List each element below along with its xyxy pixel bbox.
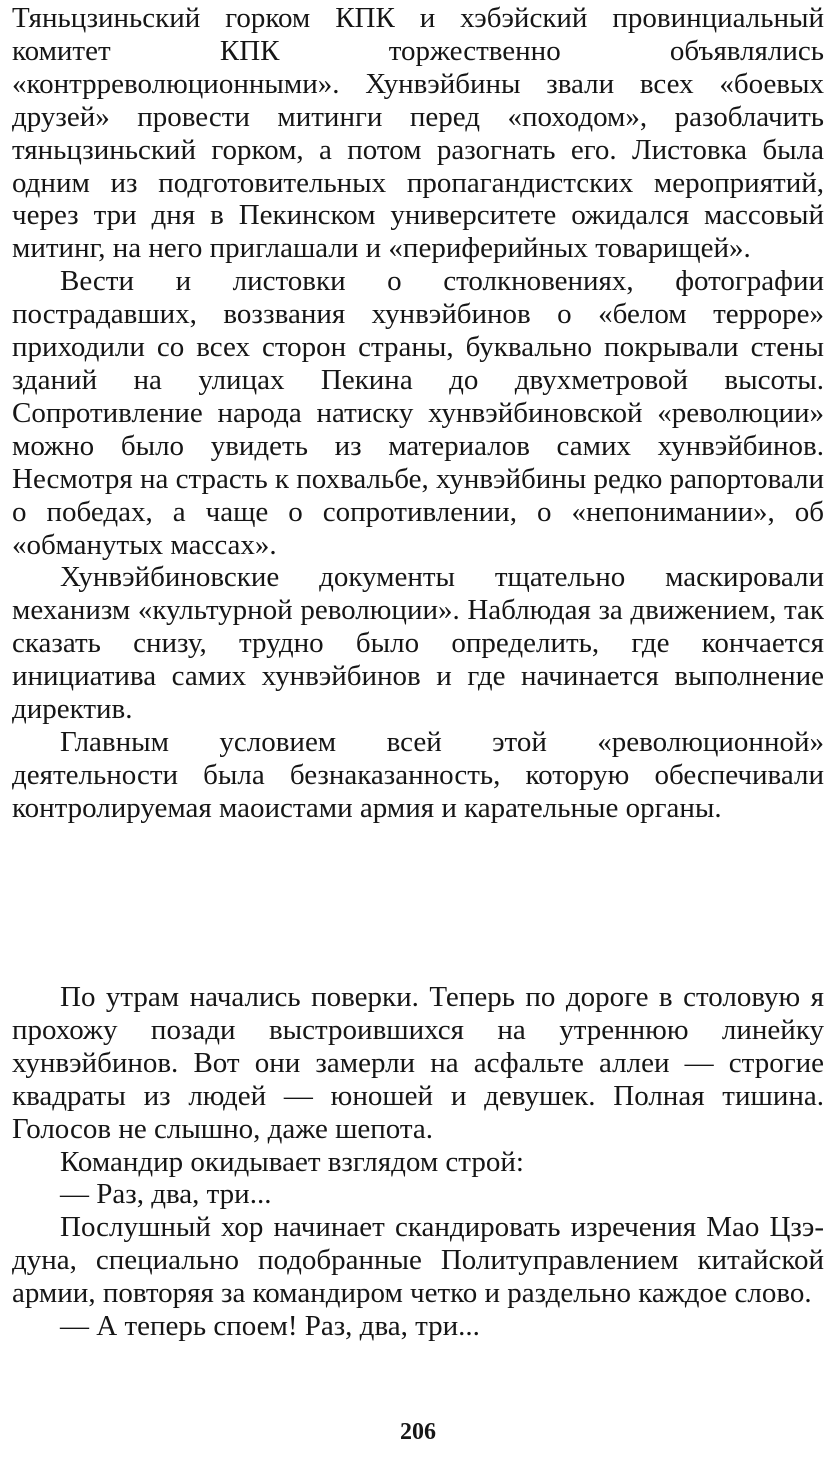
book-page [12, 0, 824, 1458]
paragraph: Послушный хор начинает скандировать изречения Мао Цзэ-дуна, специально подобранные Политуправлением китайской армии, повторяя за командиром четко и раздельно каждое слово. [12, 1211, 824, 1310]
paragraph: Главным условием всей этой «революционной» деятельности была безнаказанность, которую обеспечивали контролируемая маоистами армия и карательные органы. [12, 725, 824, 824]
section-opening-paragraph: По утрам начались поверки. Теперь по дороге в столовую я прохожу позади выстроившихся на утреннюю линейку хунвэйбинов. Вот они замерли на асфальте аллеи — строгие квадраты из людей — юношей и девушек. Полная тишина. Голосов не слышно, даже шепота. [12, 981, 824, 1145]
dialogue-line: — А теперь споем! Раз, два, три... [60, 1310, 480, 1343]
paragraph: Вести и листовки о столкновениях, фотографии пострадавших, воззвания хунвэйбинов о «белом терроре» приходили со всех сторон страны, буквально покрывали стены зданий на улицах Пекина до двухметровой высоты. Сопротивление народа натиску хунвэйбиновской «революции» можно было увидеть из материалов самих хунвэйбинов. Несмотря на страсть к похвальбе, хунвэйбины редко рапортовали о победах, а чаще о сопротивлении, о «непонимании», об «обманутых массах». [12, 265, 824, 561]
page-number: 206 [400, 1419, 436, 1445]
text-block-top [12, 2, 824, 825]
paragraph: Тяньцзиньский горком КПК и хэбэйский провинциальный комитет КПК торжественно объявлялись «контрреволюционными». Хунвэйбины звали всех «боевых друзей» провести митинги перед «походом», разоблачить тяньцзиньский горком, а потом разогнать его. Листовка была одним из подготовительных пропагандистских мероприятий, через три дня в Пекинском университете ожидался массовый митинг, на него приглашали и «периферийных товарищей». [12, 2, 824, 265]
text-block-bottom [12, 981, 824, 1343]
paragraph: Хунвэйбиновские документы тщательно маскировали механизм «культурной революции». Наблюдая за движением, так сказать снизу, трудно было определить, где кончается инициатива самих хунвэйбинов и где начинается выполнение директив. [12, 561, 824, 726]
paragraph: Командир окидывает взглядом строй: [60, 1145, 524, 1178]
dialogue-line: — Раз, два, три... [60, 1178, 272, 1211]
